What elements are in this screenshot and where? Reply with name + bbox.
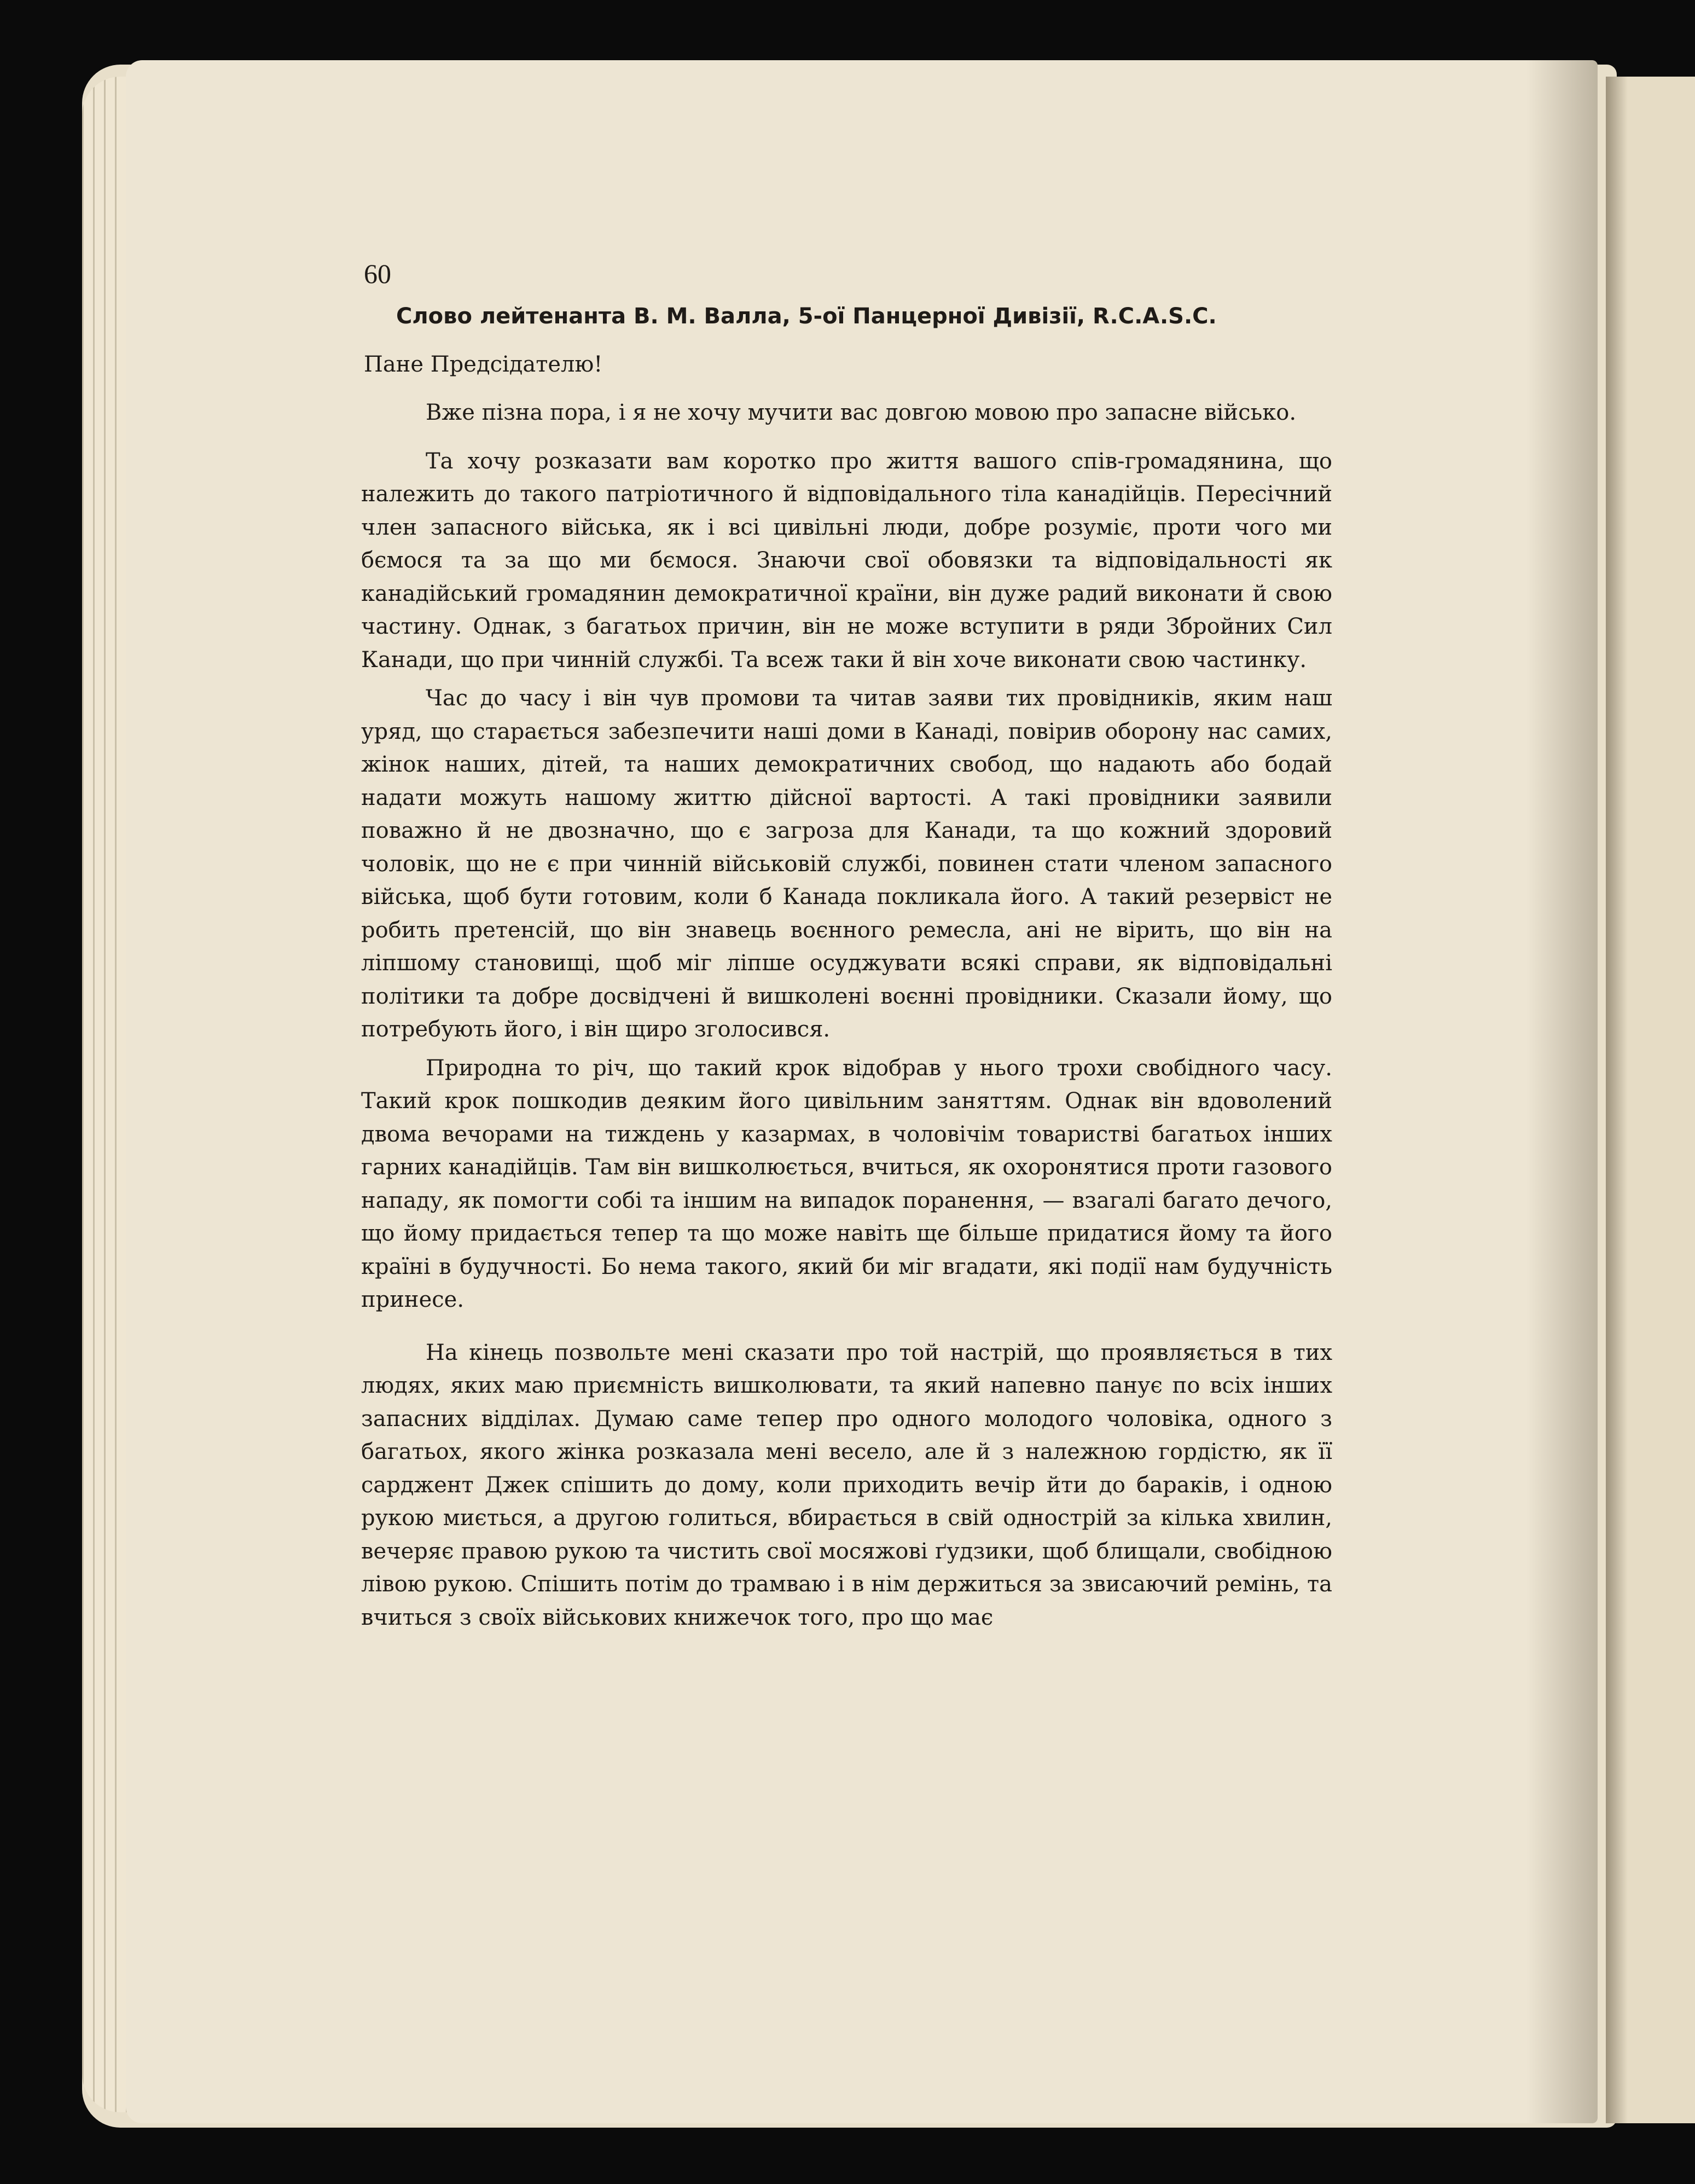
paragraph-5: На кінець позвольте мені сказати про той настрій, що проявляється в тих людях, яких маю приємність вишколювати, та який напевно панує по всіх інших запасних відділах. Думаю саме тепер про одного молодого чоловіка, одного з багатьох, якого жінка розказала мені весело, але й з належною гордістю, як її сарджент Джек спішить до дому, коли приходить вечір йти до бараків, і одною рукою миється, а другою голиться, вбирається в свій однострій за кілька хвилин, вечеряє правою рукою та чистить свої мосяжові ґудзики, щоб блищали, свобідною лівою рукою. Спішить потім до трамваю і в нім держиться за звисаючий ремінь, та вчиться з своїх військових книжечок того, про що має [361,1340,1332,1630]
paragraph-4: Природна то річ, що такий крок відобрав у нього трохи свобідного часу. Такий крок пошкодив деяким його цивільним заняттям. Однак він вдоволений двома вечорами на тиждень у казармах, в чоловічім товаристві багатьох інших гарних канадійців. Там він вишколюється, вчиться, як охоронятися проти газового нападу, як помогти собі та іншим на випадок поранення, — взагалі багато дечого, що йому придається тепер та що може навіть ще більше придатися йому та його країні в будучності. Бо нема такого, який би міг вгадати, які події нам будучність принесе. [361,1055,1332,1312]
paragraph-2: Та хочу розказати вам коротко про життя вашого спів-громадянина, що належить до такого патріотичного й відповідального тіла канадійців. Пересічний член запасного війська, як і всі цивільні люди, добре розуміє, проти чого ми бємося та за що ми бємося. Знаючи свої обовязки та відповідальності як канадійський громадянин демократичної країни, він дуже радий виконати й свою частину. Однак, з багатьох причин, він не може вступити в ряди Збройних Сил Канади, що при чинній службі. Та всеж таки й він хоче виконати свою частинку. [361,448,1332,673]
paragraph-1: Вже пізна пора, і я не хочу мучити вас довгою мовою про запасне військо. [426,400,1297,425]
facing-page-edge [1606,77,1695,2123]
page-number: 60 [364,258,391,289]
page-gutter-shadow [1526,60,1598,2123]
paragraph-3: Час до часу і він чув промови та читав заяви тих провідників, яким наш уряд, що старається забезпечити наші доми в Канаді, повірив оборону нас самих, жінок наших, дітей, та наших демократичних свобод, що надають або бодай надати можуть нашому життю дійсної вартості. А такі провідники заявили поважно й не двозначно, що є загроза для Канади, та що кожний здоровий чоловік, що не є при чинній військовій службі, повинен стати членом запасного війська, щоб бути готовим, коли б Канада покликала його. А такий резервіст не робить претенсій, що він знавець воєнного ремесла, ані не вірить, що він на ліпшому становищі, щоб міг ліпше осуджувати всякі справи, як відповідальні політики та добре досвідчені й вишколені воєнні провідники. Сказали йому, що потребують його, і він щиро зголосився. [361,686,1332,1042]
salutation: Пане Предсідателю! [364,352,603,377]
speech-heading: Слово лейтенанта В. М. Валла, 5-ої Панцерної Дивізії, R.C.A.S.C. [396,304,1217,329]
page-fold-shadow [1606,77,1628,2123]
page-content [361,257,1332,1634]
